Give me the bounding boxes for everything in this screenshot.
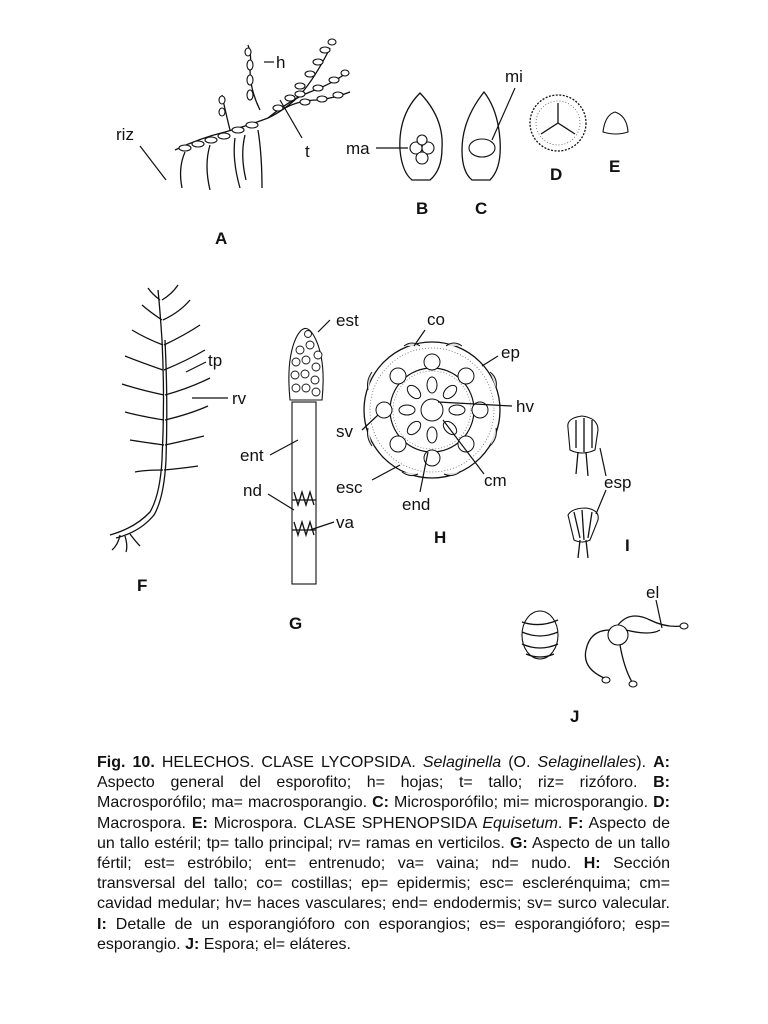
fertile-stem-drawing: [289, 328, 323, 584]
label-ma: ma: [346, 139, 370, 158]
figure-caption: Fig. 10. HELECHOS. CLASE LYCOPSIDA. Selaginella (O. Selaginellales). A: Aspecto general del esporofito; h= hojas; t= tallo; riz= rizóforo. B: Macrosporófilo; ma= macrosporangio. C: Microsporófilo; mi= microsporangio. D: Macrospora. E: Microspora. CLASE SPHENOPSIDA Equisetum. F: Aspecto de un tallo estéril; tp= tallo principal; rv= ramas en verticilos. G: Aspecto de un tallo fértil; est= estróbilo; ent= entrenudo; va= vaina; nd= nudo. H: Sección transversal del tallo; co= costillas; ep= epidermis; esc= esclerénquima; cm= cavidad medular; hv= haces vasculares; end= endodermis; sv= surco valecular. I: Detalle de un esporangióforo con esporangios; es= esporangióforo; esp= esporangio. J: Espora; el= eláteres.: [97, 754, 671, 953]
panel-label-g: G: [289, 614, 303, 633]
label-co: co: [427, 310, 445, 329]
sterile-stem-drawing: [110, 285, 210, 552]
microspore-drawing: [603, 112, 628, 134]
label-riz: riz: [116, 125, 134, 144]
label-h: h: [276, 53, 286, 72]
panel-label-a: A: [215, 229, 228, 248]
label-hv: hv: [516, 397, 534, 416]
spore-elaters-drawing: [522, 611, 688, 687]
label-ent: ent: [240, 446, 264, 465]
panel-label-d: D: [550, 165, 563, 184]
panel-label-f: F: [137, 576, 148, 595]
label-rv: rv: [232, 389, 247, 408]
macrosporophyll-drawing: [400, 93, 442, 180]
label-sv: sv: [336, 422, 353, 441]
panel-label-h: H: [434, 528, 447, 547]
label-el: el: [646, 583, 660, 602]
macrospore-drawing: [530, 95, 586, 151]
panel-label-e: E: [609, 157, 621, 176]
panel-label-i: I: [625, 536, 630, 555]
label-mi: mi: [505, 67, 523, 86]
label-est: est: [336, 311, 359, 330]
label-cm: cm: [484, 471, 507, 490]
label-esp: esp: [604, 473, 632, 492]
label-nd: nd: [243, 481, 262, 500]
selaginella-sporophyte-drawing: [175, 39, 350, 190]
label-va: va: [336, 513, 354, 532]
label-t: t: [305, 142, 310, 161]
label-end: end: [402, 495, 431, 514]
sporangiophore-drawing: [568, 416, 598, 558]
label-esc: esc: [336, 478, 363, 497]
caption-genus: Selaginella: [422, 754, 502, 771]
panel-label-j: J: [570, 707, 580, 726]
panel-label-c: C: [475, 199, 488, 218]
panel-label-b: B: [416, 199, 429, 218]
label-ep: ep: [501, 343, 520, 362]
label-tp: tp: [208, 351, 223, 370]
caption-fig-label: Fig. 10.: [97, 754, 155, 771]
stem-cross-section-drawing: [364, 342, 500, 478]
microsporophyll-drawing: [462, 92, 500, 180]
